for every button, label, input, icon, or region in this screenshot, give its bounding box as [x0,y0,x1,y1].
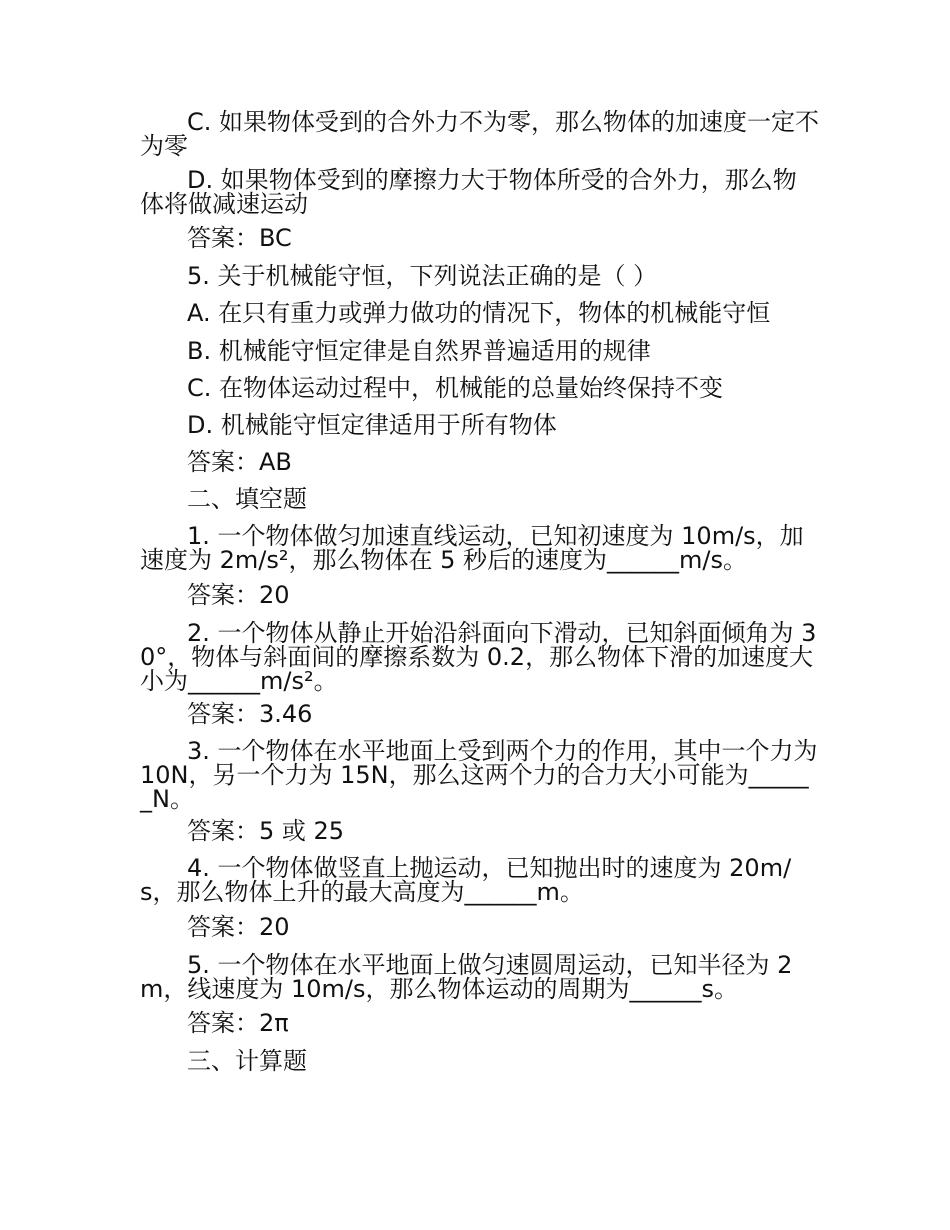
q4-option-d: D. 如果物体受到的摩擦力大于物体所受的合外力，那么物体将做减速运动 [140,166,797,218]
q5-option-d: D. 机械能守恒定律适用于所有物体 [187,411,557,439]
fill-answer-4: 答案：20 [187,913,290,941]
fill-question-5: 5. 一个物体在水平地面上做匀速圆周运动，已知半径为 2m，线速度为 10m/s，那么物体运动的周期为______s。 [140,951,793,1003]
q4-option-c: C. 如果物体受到的合外力不为零，那么物体的加速度一定不为零 [140,108,820,160]
fill-question-3: 3. 一个物体在水平地面上受到两个力的作用，其中一个力为 10N，另一个力为 15N，那么这两个力的合力大小可能为______N。 [140,737,818,813]
q4-answer: 答案：BC [187,224,292,252]
fill-answer-5: 答案：2π [187,1009,289,1037]
q5-option-c: C. 在物体运动过程中，机械能的总量始终保持不变 [187,374,724,402]
q5-stem: 5. 关于机械能守恒，下列说法正确的是（ ） [187,262,658,290]
q5-option-b: B. 机械能守恒定律是自然界普遍适用的规律 [187,337,651,365]
fill-answer-2: 答案：3.46 [187,700,313,728]
q5-option-a: A. 在只有重力或弹力做功的情况下，物体的机械能守恒 [187,299,771,327]
section-heading-calculation: 三、计算题 [187,1047,307,1075]
fill-question-1: 1. 一个物体做匀加速直线运动，已知初速度为 10m/s，加速度为 2m/s²，那么物体在 5 秒后的速度为______m/s。 [140,522,804,574]
fill-answer-3: 答案：5 或 25 [187,817,345,845]
fill-question-4: 4. 一个物体做竖直上抛运动，已知抛出时的速度为 20m/s，那么物体上升的最大高度为______m。 [140,854,792,906]
section-heading-fill-in: 二、填空题 [187,485,307,513]
fill-question-2: 2. 一个物体从静止开始沿斜面向下滑动，已知斜面倾角为 30°，物体与斜面间的摩擦系数为 0.2，那么物体下滑的加速度大小为______m/s²。 [140,619,817,695]
fill-answer-1: 答案：20 [187,581,290,609]
q5-answer: 答案：AB [187,448,292,476]
